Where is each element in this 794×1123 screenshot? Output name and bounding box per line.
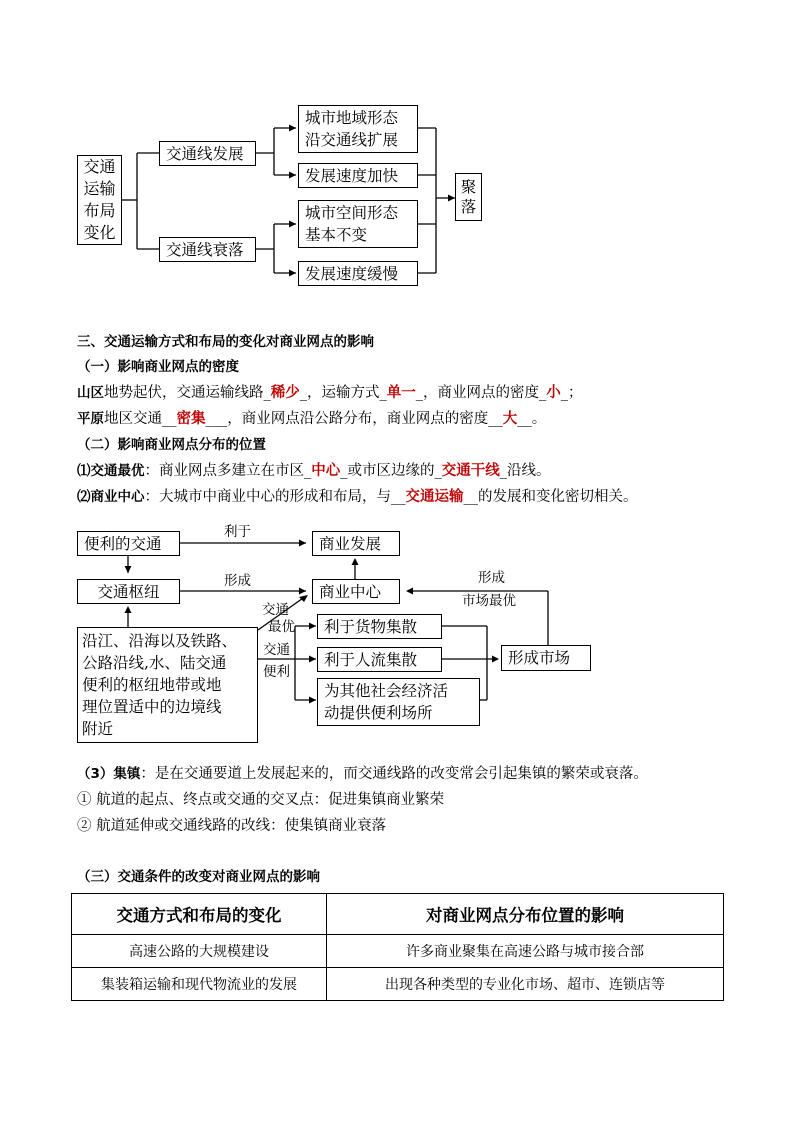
label-transport-conv-2: 便利	[263, 664, 290, 680]
sub1-title: （一）影响商业网点的密度	[77, 359, 239, 375]
locations-line3: 便利的枢纽地带或地	[82, 676, 222, 694]
point1-line: ① 航道的起点、终点或交通的交叉点：促进集镇商业繁荣	[77, 792, 445, 808]
table-cell: 集装箱运输和现代物流业的发展	[72, 968, 327, 1001]
section3-title: 三、交通运输方式和布局的变化对商业网点的影响	[77, 334, 374, 350]
transport-hub-label: 交通枢纽	[97, 582, 160, 601]
answer-dense: 密集	[176, 410, 206, 427]
locations-line4: 理位置适中的边境线	[82, 698, 222, 716]
answer-transport: 交通运输	[405, 488, 464, 505]
table-cell: 高速公路的大规模建设	[72, 935, 327, 968]
table-header-cell: 交通方式和布局的变化	[72, 894, 327, 935]
answer-trunk-line: 交通干线	[441, 462, 500, 479]
item1-t2: _或市区边缘的_	[340, 463, 442, 479]
locations-box	[77, 627, 258, 743]
plain-t2: ___，商业网点沿公路分布，商业网点的密度__	[205, 411, 503, 427]
mountain-t1: 地势起伏，交通运输线路_	[104, 385, 271, 401]
leaf1-line1: 城市地域形态	[305, 109, 399, 127]
commerce-development-label: 商业发展	[319, 534, 382, 553]
other-activities-line1: 为其他社会经济活	[324, 682, 449, 700]
commerce-development-box	[312, 531, 400, 556]
item2-lead: ⑵商业中心	[77, 489, 145, 505]
goods-distribution-label: 利于货物集散	[324, 617, 418, 636]
table-cell: 出现各种类型的专业化市场、超市、连锁店等	[327, 968, 724, 1001]
result-label: 聚落	[460, 178, 477, 216]
answer-sparse: 稀少	[270, 384, 300, 401]
leaf4-label: 发展速度缓慢	[305, 264, 399, 283]
item3-text: ：是在交通要道上发展起来的，而交通线路的改变常会引起集镇的繁荣或衰落。	[140, 766, 648, 782]
convenient-transport-box	[77, 531, 180, 556]
label-form-right: 形成	[478, 570, 505, 586]
people-distribution-box	[317, 647, 442, 672]
mountain-lead: 山区	[77, 385, 104, 401]
root-label: 交通运输布局变化	[83, 157, 116, 242]
commerce-center-label: 商业中心	[319, 582, 382, 601]
table-header-row	[72, 894, 724, 935]
sub3-title: （三）交通条件的改变对商业网点的影响	[77, 869, 320, 885]
other-activities-box	[317, 678, 480, 726]
locations-line5: 附近	[82, 720, 114, 738]
people-distribution-label: 利于人流集散	[324, 650, 418, 669]
leaf3-line1: 城市空间形态	[305, 204, 399, 222]
leaf1-line2: 沿交通线扩展	[305, 131, 399, 149]
label-benefit: 利于	[224, 524, 251, 540]
answer-small: 小	[546, 384, 561, 401]
leaf3-line2: 基本不变	[305, 226, 368, 244]
mountain-t4: _；	[560, 385, 583, 401]
mountain-t3: _，商业网点的密度_	[415, 385, 547, 401]
locations-line2: 公路沿线,水、陆交通	[82, 654, 227, 672]
item1-t1: ：商业网点多建立在市区_	[144, 463, 312, 479]
plain-lead: 平原	[77, 411, 104, 427]
locations-line1: 沿江、沿海以及铁路、	[82, 632, 238, 650]
item2-t1: ：大城市中商业中心的形成和布局，与__	[144, 489, 406, 505]
commerce-center-box	[312, 579, 400, 604]
form-market-label: 形成市场	[508, 649, 571, 667]
label-transport-best-2: 最优	[268, 619, 295, 635]
mountain-t2: _，运输方式_	[299, 385, 387, 401]
form-market-box	[501, 645, 591, 671]
item1-t3: _沿线。	[499, 463, 551, 479]
branch-decline-label: 交通线衰落	[166, 240, 244, 259]
branch-develop-label: 交通线发展	[166, 144, 244, 163]
table-cell: 许多商业聚集在高速公路与城市接合部	[327, 935, 724, 968]
goods-distribution-box	[317, 614, 442, 639]
sub2-title: （二）影响商业网点分布的位置	[77, 437, 266, 453]
plain-t1: 地区交通__	[104, 411, 177, 427]
answer-single: 单一	[386, 384, 416, 401]
label-market-best: 市场最优	[462, 593, 516, 609]
item3-line	[77, 763, 648, 785]
impact-table	[71, 893, 724, 1001]
answer-center: 中心	[311, 462, 341, 479]
point2-line: ② 航道延伸或交通线路的改线：使集镇商业衰落	[77, 818, 387, 834]
answer-large: 大	[502, 410, 518, 427]
leaf2-label: 发展速度加快	[305, 166, 399, 185]
transport-hub-box	[77, 579, 180, 604]
table-row	[72, 935, 724, 968]
item2-t2: __的发展和变化密切相关。	[463, 489, 638, 505]
item3-lead: （3）集镇	[77, 766, 141, 782]
convenient-transport-label: 便利的交通	[84, 534, 162, 553]
table-header-cell: 对商业网点分布位置的影响	[327, 894, 724, 935]
plain-t3: __。	[517, 411, 547, 427]
label-transport-conv-1: 交通	[263, 642, 290, 658]
other-activities-line2: 动提供便利场所	[324, 704, 433, 722]
item1-lead: ⑴交通最优	[77, 463, 145, 479]
label-form-left: 形成	[224, 573, 251, 589]
table-row	[72, 968, 724, 1001]
label-transport-best-1: 交通	[262, 602, 289, 618]
